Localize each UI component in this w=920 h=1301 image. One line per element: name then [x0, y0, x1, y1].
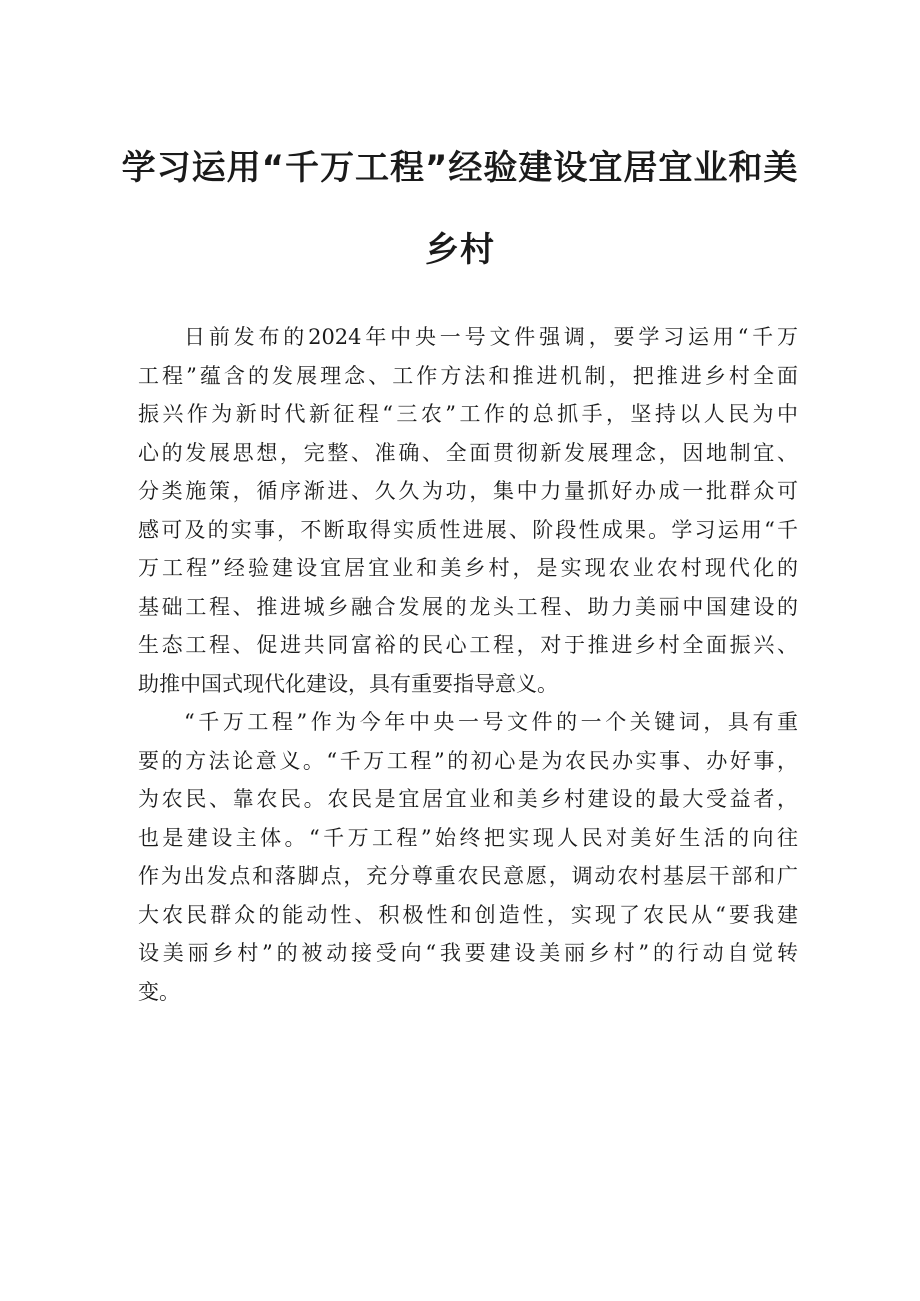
document-body — [138, 318, 798, 1011]
paragraph-line: 感可及的实事，不断取得实质性进展、阶段性成果。学习运用“千 — [138, 517, 798, 542]
paragraph-2 — [138, 703, 798, 1011]
paragraph-line: 工程”蕴含的发展理念、工作方法和推进机制，把推进乡村全面 — [138, 363, 798, 388]
paragraph-line: 作为出发点和落脚点，充分尊重农民意愿，调动农村基层干部和广 — [138, 864, 798, 888]
paragraph-line: 变。 — [138, 979, 180, 1004]
paragraph-line: 分类施策，循序渐进、久久为功，集中力量抓好办成一批群众可 — [138, 479, 798, 503]
paragraph-line: 万工程”经验建设宜居宜业和美乡村，是实现农业农村现代化的 — [138, 556, 798, 580]
paragraph-1 — [138, 318, 798, 703]
paragraph-line: 助推中国式现代化建设，具有重要指导意义。 — [138, 671, 558, 696]
paragraph-line: 也是建设主体。“千万工程”始终把实现人民对美好生活的向往 — [138, 825, 798, 850]
document-title-line-2: 乡村 — [425, 230, 495, 270]
paragraph-line: 为农民、靠农民。农民是宜居宜业和美乡村建设的最大受益者， — [138, 787, 798, 811]
document-title-line-1: 学习运用“千万工程”经验建设宜居宜业和美 — [121, 148, 799, 188]
paragraph-line: 基础工程、推进城乡融合发展的龙头工程、助力美丽中国建设的 — [138, 594, 798, 619]
paragraph-line: 心的发展思想，完整、准确、全面贯彻新发展理念，因地制宜、 — [138, 440, 798, 465]
paragraph-line: “千万工程”作为今年中央一号文件的一个关键词，具有重 — [184, 710, 798, 734]
paragraph-line: 设美丽乡村”的被动接受向“我要建设美丽乡村”的行动自觉转 — [138, 941, 798, 965]
paragraph-line: 要的方法论意义。“千万工程”的初心是为农民办实事、办好事， — [138, 748, 798, 773]
paragraph-line: 日前发布的2024年中央一号文件强调，要学习运用“千万 — [184, 325, 798, 349]
paragraph-line: 生态工程、促进共同富裕的民心工程，对于推进乡村全面振兴、 — [138, 633, 798, 657]
paragraph-line: 振兴作为新时代新征程“三农”工作的总抓手，坚持以人民为中 — [138, 402, 798, 426]
paragraph-line: 大农民群众的能动性、积极性和创造性，实现了农民从“要我建 — [138, 902, 798, 927]
